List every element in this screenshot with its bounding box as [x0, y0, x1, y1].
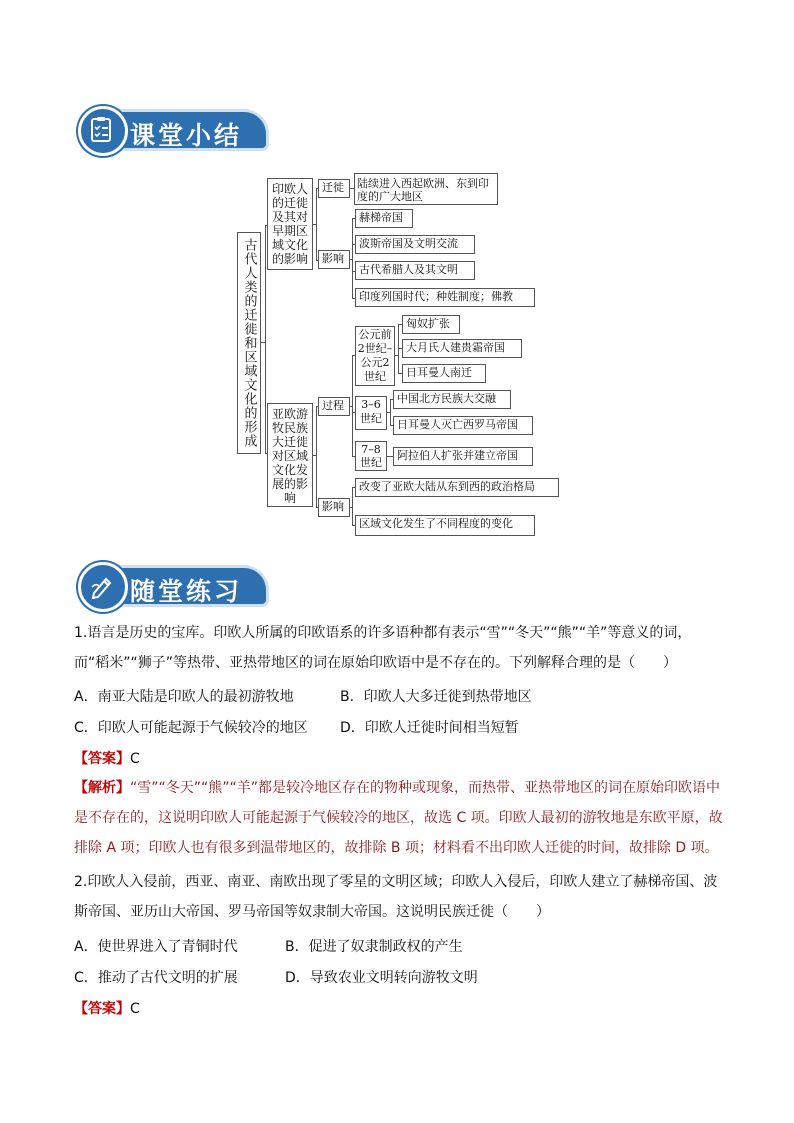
q2-option-b: B．促进了奴隶制政权的产生 — [285, 939, 463, 955]
q2-option-d: D．导致农业文明转向游牧文明 — [285, 970, 478, 986]
mindmap-leaf-western-rome: 日耳曼人灭亡西罗马帝国 — [393, 416, 533, 435]
mindmap — [0, 0, 794, 560]
mindmap-leaf-political-pattern: 改变了亚欧大陆从东到西的政治格局 — [355, 478, 559, 497]
mindmap-node-yingxiang-1: 影响 — [318, 250, 350, 269]
q1-analysis — [74, 773, 724, 863]
answer-label: 【答案】 — [74, 751, 130, 767]
mindmap-leaf-north-china: 中国北方民族大交融 — [393, 390, 511, 409]
mindmap-leaf-migration-area: 陆续进入西起欧洲、东到印度的广大地区 — [354, 173, 498, 205]
q1-answer — [74, 748, 140, 768]
mindmap-leaf-greece: 古代希腊人及其文明 — [355, 261, 475, 280]
q2-answer — [74, 998, 140, 1018]
mindmap-leaf-hittite: 赫梯帝国 — [355, 209, 413, 228]
mindmap-node-qianxi: 迁徙 — [318, 179, 350, 198]
mindmap-leaf-persia: 波斯帝国及文明交流 — [355, 235, 475, 254]
q1-option-c: C．印欧人可能起源于气候较冷的地区 — [74, 720, 308, 736]
mindmap-leaf-india: 印度列国时代；种姓制度；佛教 — [355, 288, 535, 307]
mindmap-branch-indo-european: 印欧人的迁徙及其对早期区域文化的影响 — [267, 178, 313, 270]
section-title: 随堂练习 — [130, 577, 243, 606]
mindmap-leaf-arab: 阿拉伯人扩张并建立帝国 — [393, 447, 533, 466]
answer-value: C — [130, 751, 140, 767]
analysis-label: 【解析】 — [74, 780, 130, 796]
mindmap-node-yingxiang-2: 影响 — [318, 498, 350, 517]
section-title: 课堂小结 — [130, 121, 243, 150]
q2-option-c: C．推动了古代文明的扩展 — [74, 970, 238, 986]
question-2-stem: 2.印欧人入侵前，西亚、南亚、南欧出现了零星的文明区域；印欧人入侵后，印欧人建立了赫梯帝国、波斯帝国、亚历山大帝国、罗马帝国等奴隶制大帝国。这说明民族迁徙（ ） — [74, 874, 718, 920]
mindmap-root: 古代人类的迁徙和区域文化的形成 — [237, 232, 261, 454]
section-banner-practice — [78, 562, 270, 608]
answer-label: 【答案】 — [74, 1001, 130, 1017]
mindmap-period-3: 7–8世纪 — [355, 441, 387, 471]
mindmap-leaf-kushan: 大月氏人建贵霜帝国 — [402, 339, 522, 358]
mindmap-leaf-germanic-south: 日耳曼人南迁 — [402, 364, 486, 383]
q1-option-d: D．印欧人迁徙时间相当短暂 — [340, 720, 519, 736]
pencil-icon — [78, 562, 128, 612]
mindmap-period-1: 公元前2世纪–公元2世纪 — [355, 326, 395, 386]
q1-option-b: B．印欧人大多迁徙到热带地区 — [340, 689, 532, 705]
question-1-stem: 1.语言是历史的宝库。印欧人所属的印欧语系的许多语种都有表示“雪”“冬天”“熊”“羊”等意义的词，而“稻米”“狮子”等热带、亚热带地区的词在原始印欧语中是不存在的。下列解释合理的是（ ） — [74, 625, 692, 671]
mindmap-node-guocheng: 过程 — [318, 397, 350, 416]
mindmap-branch-nomad: 亚欧游牧民族大迁徙对区域文化发展的影响 — [267, 403, 313, 507]
answer-value: C — [130, 1001, 140, 1017]
mindmap-period-2: 3–6世纪 — [355, 396, 387, 430]
q1-option-a: A．南亚大陆是印欧人的最初游牧地 — [74, 689, 294, 705]
analysis-text: “雪”“冬天”“熊”“羊”都是较冷地区存在的物种或现象，而热带、亚热带地区的词在原始印欧语中是不存在的，这说明印欧人可能起源于气候较冷的地区，故选 C 项。印欧人最初的游牧地是东欧平原，故排除 A 项；印欧人也有很多到温带地区的，故排除 B 项；材料看不出印欧人迁徙的时间，故排除 D 项。 — [74, 780, 723, 856]
q2-option-a: A．使世界进入了青铜时代 — [74, 939, 238, 955]
mindmap-leaf-xiongnu: 匈奴扩张 — [402, 315, 460, 334]
mindmap-leaf-regional-culture: 区域文化发生了不同程度的变化 — [355, 515, 535, 536]
